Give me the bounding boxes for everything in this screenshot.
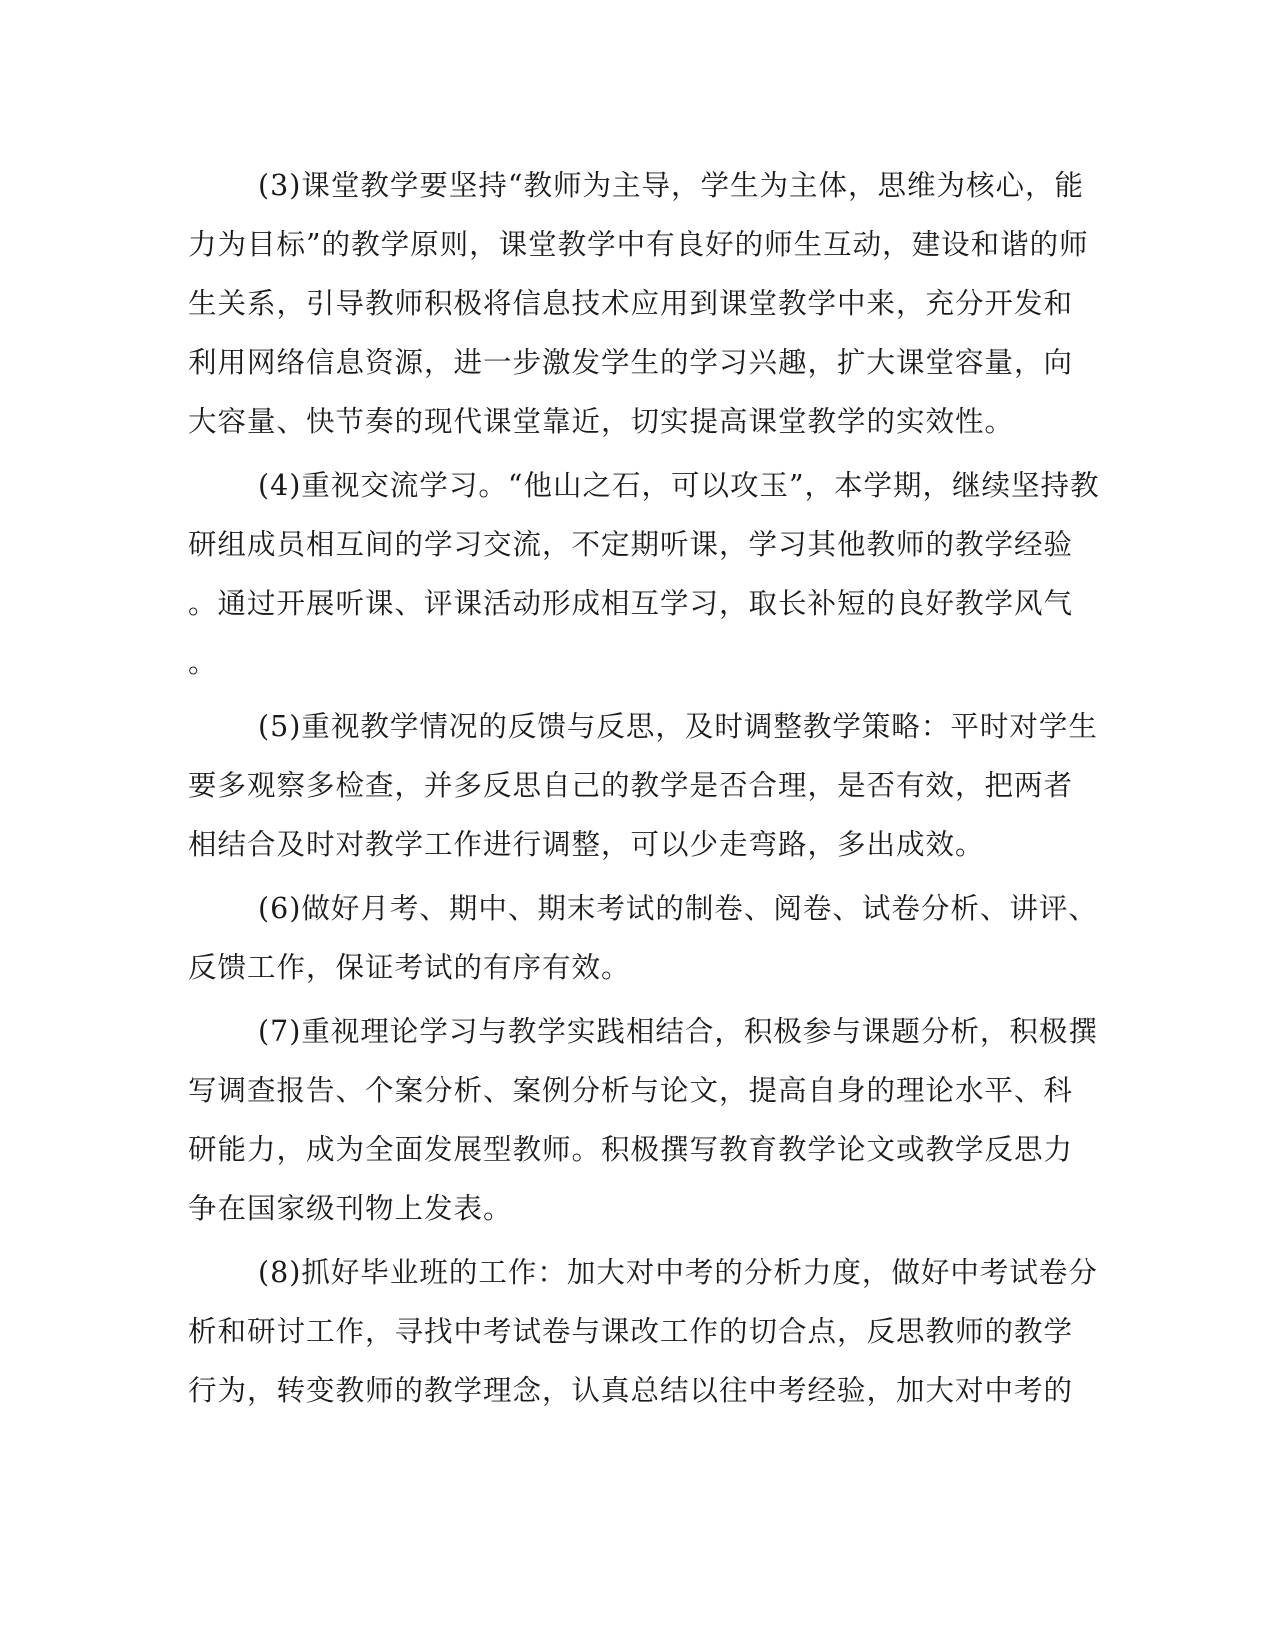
text-line: 研能力，成为全面发展型教师。积极撰写教育教学论文或教学反思力 (188, 1133, 1074, 1166)
text-line: (8)抓好毕业班的工作：加大对中考的分析力度，做好中考试卷分 (258, 1256, 1098, 1289)
text-line: 反馈工作，保证考试的有序有效。 (188, 951, 631, 984)
paragraph-5 (188, 697, 1098, 874)
text-line: 。 (188, 646, 218, 679)
text-line: 行为，转变教师的教学理念，认真总结以往中考经验，加大对中考的 (188, 1374, 1074, 1407)
text-line: 。通过开展听课、评课活动形成相互学习，取长补短的良好教学风气 (188, 587, 1074, 620)
text-line: (6)做好月考、期中、期末考试的制卷、阅卷、试卷分析、讲评、 (258, 892, 1098, 925)
paragraph-6 (188, 879, 1098, 997)
text-line: 要多观察多检查，并多反思自己的教学是否合理，是否有效，把两者 (188, 769, 1074, 802)
text-line: 大容量、快节奏的现代课堂靠近，切实提高课堂教学的实效性。 (188, 405, 1015, 438)
text-line: 研组成员相互间的学习交流，不定期听课，学习其他教师的教学经验 (188, 528, 1074, 561)
text-line: 利用网络信息资源，进一步激发学生的学习兴趣，扩大课堂容量，向 (188, 346, 1074, 379)
text-line: 析和研讨工作，寻找中考试卷与课改工作的切合点，反思教师的教学 (188, 1315, 1074, 1348)
text-line: 写调查报告、个案分析、案例分析与论文，提高自身的理论水平、科 (188, 1074, 1074, 1107)
document-body (188, 156, 1100, 1425)
paragraph-7 (188, 1002, 1098, 1238)
text-line: 争在国家级刊物上发表。 (188, 1192, 513, 1225)
text-line: (4)重视交流学习。“他山之石，可以攻玉”，本学期，继续坚持教 (258, 469, 1100, 502)
text-line: 生关系，引导教师积极将信息技术应用到课堂教学中来，充分开发和 (188, 287, 1074, 320)
text-line: 相结合及时对教学工作进行调整，可以少走弯路，多出成效。 (188, 828, 985, 861)
text-line: (5)重视教学情况的反馈与反思，及时调整教学策略：平时对学生 (258, 710, 1098, 743)
paragraph-4 (188, 456, 1100, 692)
text-line: (7)重视理论学习与教学实践相结合，积极参与课题分析，积极撰 (258, 1015, 1098, 1048)
paragraph-3 (188, 156, 1088, 451)
text-line: (3)课堂教学要坚持“教师为主导，学生为主体，思维为核心，能 (258, 169, 1084, 202)
text-line: 力为目标”的教学原则，课堂教学中有良好的师生互动，建设和谐的师 (188, 228, 1089, 261)
paragraph-8 (188, 1243, 1098, 1420)
